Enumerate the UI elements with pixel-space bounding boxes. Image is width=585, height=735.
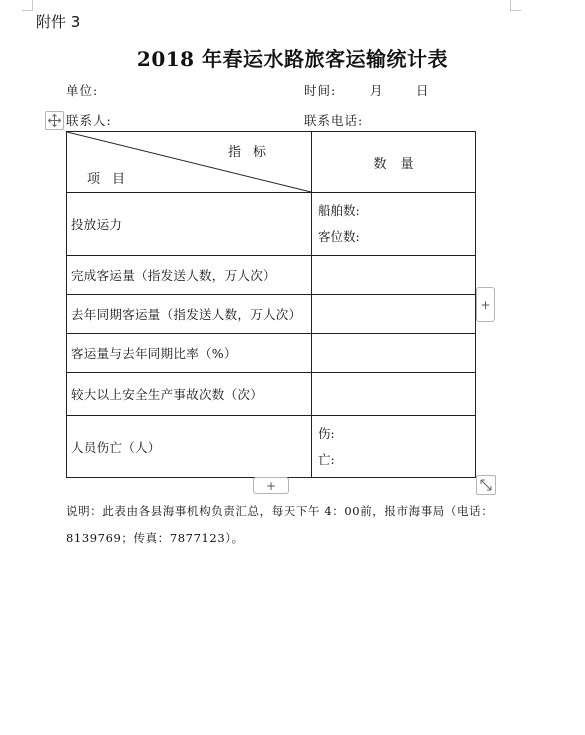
unit-label: 单位: [66,83,99,98]
table-row [67,295,476,334]
note-line-2: 8139769；传真：7877123）。 [66,531,244,545]
page-corner-mark-right [510,0,521,11]
header-quantity[interactable]: 数量 [312,132,476,193]
plus-icon: + [265,478,277,493]
row-label-capacity[interactable]: 投放运力 [67,193,312,256]
table-header-row [67,132,476,193]
last-year-value-cell[interactable] [312,295,476,334]
phone-label: 联系电话: [304,113,364,128]
move-icon [48,114,61,127]
table-row [67,373,476,416]
page-corner-mark-left [22,0,33,11]
statistics-table [66,131,476,478]
document-title: 2018 年春运水路旅客运输统计表 [136,47,449,71]
note-line-1: 说明：此表由各县海事机构负责汇总，每天下午 4：00前，报市海事局（电话： [66,504,494,518]
add-column-button[interactable] [476,287,495,322]
diagonal-header-cell[interactable] [67,132,312,193]
row-label-completed[interactable]: 完成客运量（指发送人数，万人次） [67,256,312,295]
plus-icon: + [480,297,491,312]
ship-count-label: 船舶数: [318,203,360,218]
ratio-value-cell[interactable] [312,334,476,373]
header-item: 项目 [87,172,138,187]
table-move-handle[interactable] [45,111,64,130]
note-text [66,498,506,552]
attachment-label: 附件 3 [36,13,81,31]
dead-label: 亡: [318,451,335,467]
injured-label: 伤: [318,425,335,441]
casualties-value-cell[interactable] [312,416,476,478]
add-row-button[interactable] [253,477,289,494]
resize-icon [480,479,492,491]
table-row [67,416,476,478]
table-row [67,256,476,295]
day-label: 日 [416,83,430,98]
table-row [67,193,476,256]
capacity-value-cell[interactable] [312,193,476,256]
month-label: 月 [370,83,384,98]
row-label-last-year[interactable]: 去年同期客运量（指发送人数，万人次） [67,295,312,334]
row-label-accidents[interactable]: 较大以上安全生产事故次数（次） [67,373,312,416]
row-label-ratio[interactable]: 客运量与去年同期比率（%） [67,334,312,373]
time-label: 时间: [304,83,337,98]
table-row [67,334,476,373]
header-indicator: 指标 [227,145,278,160]
accidents-value-cell[interactable] [312,373,476,416]
seat-count-label: 客位数: [318,229,360,244]
table-resize-handle[interactable] [476,475,496,495]
row-label-casualties[interactable]: 人员伤亡（人） [67,416,312,478]
contact-label: 联系人: [66,113,112,128]
completed-value-cell[interactable] [312,256,476,295]
